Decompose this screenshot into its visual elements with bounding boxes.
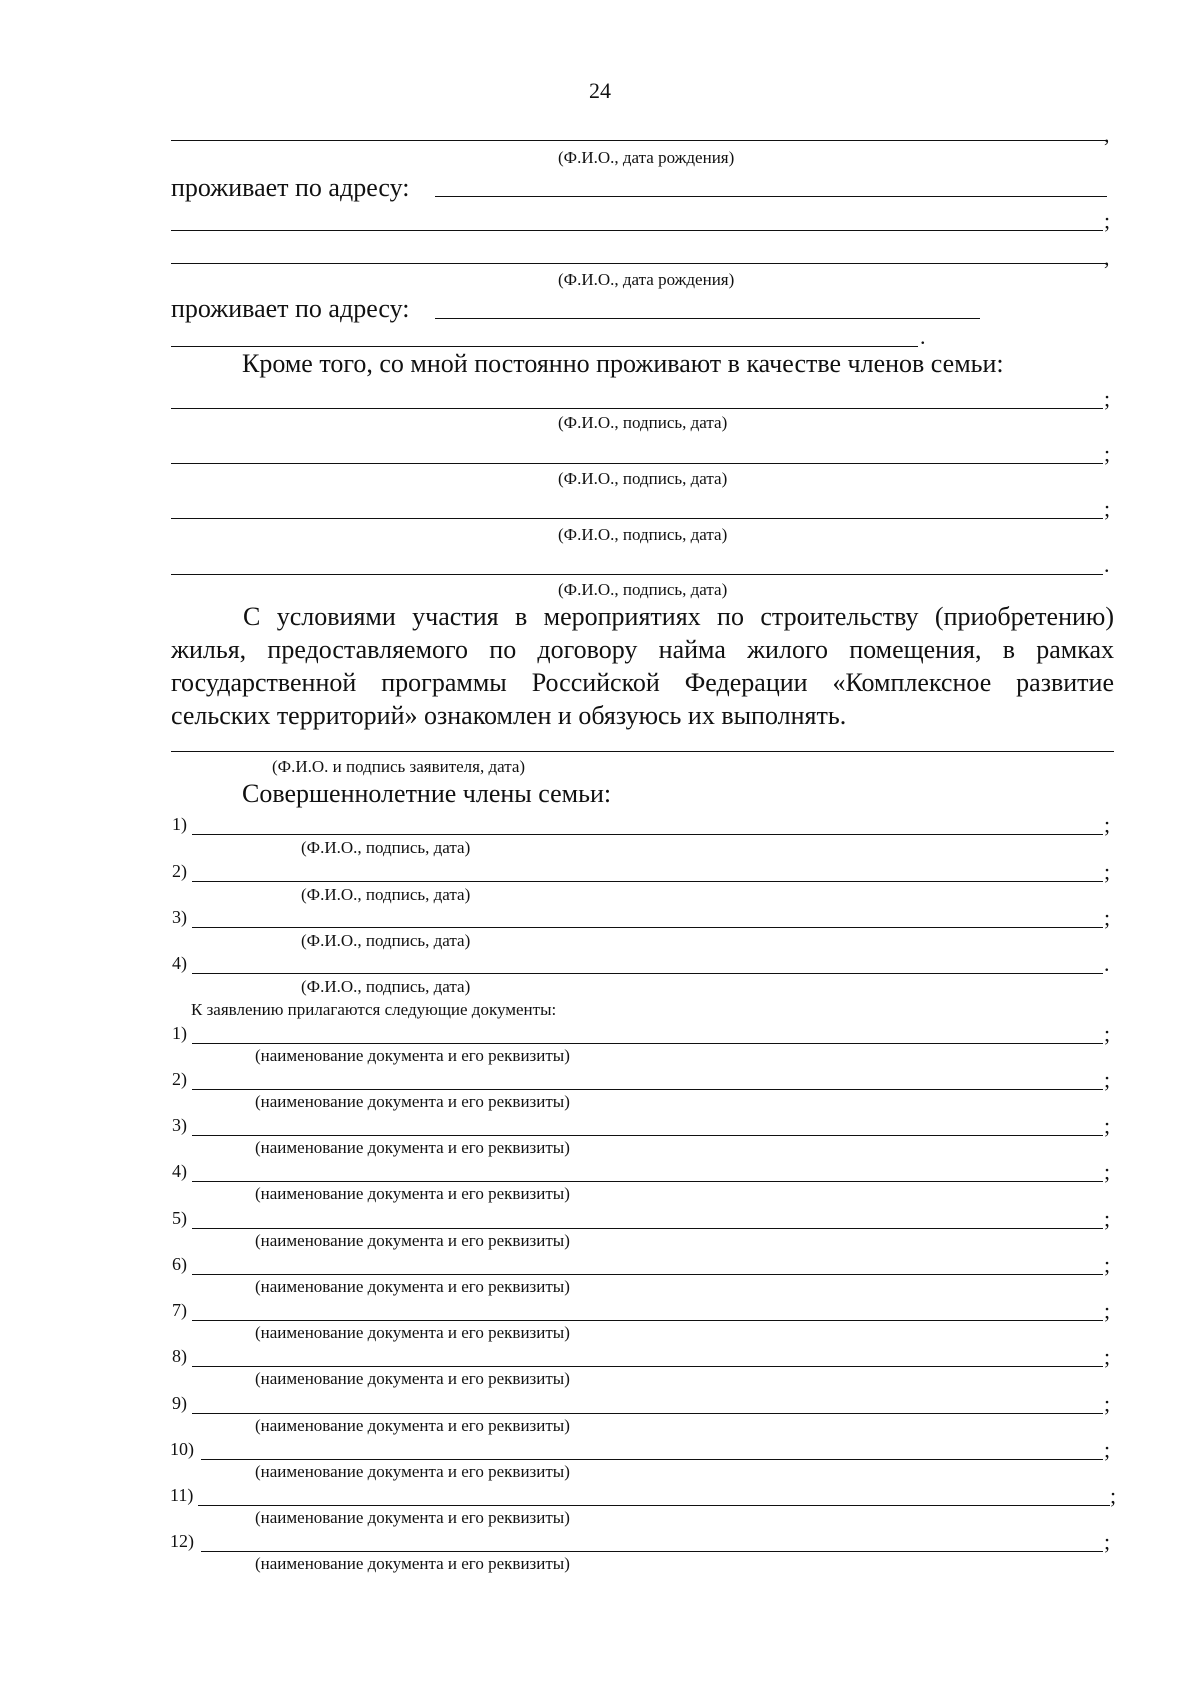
adult-member-3-punct: ; xyxy=(1104,905,1111,930)
document-12-caption: (наименование документа и его реквизиты) xyxy=(255,1554,570,1573)
adult-member-2-line[interactable] xyxy=(192,881,1103,882)
resident-2-caption: (Ф.И.О., дата рождения) xyxy=(558,270,735,289)
resident-2-address-line-1[interactable] xyxy=(435,318,980,319)
document-9-number: 9) xyxy=(172,1393,187,1413)
document-2-punct: ; xyxy=(1104,1067,1111,1092)
document-11-number: 11) xyxy=(170,1485,194,1505)
applicant-caption: (Ф.И.О. и подпись заявителя, дата) xyxy=(272,757,526,776)
document-2-line[interactable] xyxy=(192,1089,1103,1090)
document-5-line[interactable] xyxy=(192,1228,1103,1229)
family-member-2-punct: ; xyxy=(1104,441,1111,466)
family-heading: Кроме того, со мной постоянно проживают в качестве членов семьи: xyxy=(242,349,1004,378)
family-member-3-punct: ; xyxy=(1104,496,1111,521)
document-3-punct: ; xyxy=(1104,1113,1111,1138)
family-member-2-caption: (Ф.И.О., подпись, дата) xyxy=(558,469,728,488)
document-7-punct: ; xyxy=(1104,1298,1111,1323)
document-2-number: 2) xyxy=(172,1069,187,1089)
adult-member-4-line[interactable] xyxy=(192,973,1103,974)
adult-member-1-line[interactable] xyxy=(192,834,1103,835)
document-3-number: 3) xyxy=(172,1115,187,1135)
document-10-number: 10) xyxy=(170,1439,194,1459)
document-4-line[interactable] xyxy=(192,1181,1103,1182)
adult-member-3-line[interactable] xyxy=(192,927,1103,928)
document-5-caption: (наименование документа и его реквизиты) xyxy=(255,1231,570,1250)
document-7-line[interactable] xyxy=(192,1320,1103,1321)
document-8-number: 8) xyxy=(172,1346,187,1366)
adult-member-3-number: 3) xyxy=(172,907,187,927)
document-12-number: 12) xyxy=(170,1531,194,1551)
resident-1-address-label: проживает по адресу: xyxy=(171,173,410,202)
resident-1-caption: (Ф.И.О., дата рождения) xyxy=(558,148,735,167)
document-9-caption: (наименование документа и его реквизиты) xyxy=(255,1416,570,1435)
document-6-punct: ; xyxy=(1104,1252,1111,1277)
resident-1-name-punct: , xyxy=(1104,122,1110,147)
document-1-punct: ; xyxy=(1104,1021,1111,1046)
resident-2-address-punct: . xyxy=(920,324,926,349)
family-member-1-punct: ; xyxy=(1104,386,1111,411)
adult-member-2-number: 2) xyxy=(172,861,187,881)
adult-member-4-caption: (Ф.И.О., подпись, дата) xyxy=(301,977,471,996)
adult-member-1-number: 1) xyxy=(172,814,187,834)
document-8-punct: ; xyxy=(1104,1344,1111,1369)
document-3-line[interactable] xyxy=(192,1135,1103,1136)
family-member-1-line[interactable] xyxy=(171,408,1103,409)
applicant-signature-line[interactable] xyxy=(171,751,1114,752)
document-9-line[interactable] xyxy=(192,1413,1103,1414)
resident-1-address-punct: ; xyxy=(1104,208,1111,233)
adult-member-2-punct: ; xyxy=(1104,859,1111,884)
resident-1-name-line[interactable] xyxy=(171,140,1106,141)
document-4-number: 4) xyxy=(172,1161,187,1181)
document-1-caption: (наименование документа и его реквизиты) xyxy=(255,1046,570,1065)
family-member-3-caption: (Ф.И.О., подпись, дата) xyxy=(558,525,728,544)
family-member-4-line[interactable] xyxy=(171,574,1103,575)
adult-member-4-punct: . xyxy=(1104,951,1110,976)
document-5-number: 5) xyxy=(172,1208,187,1228)
document-2-caption: (наименование документа и его реквизиты) xyxy=(255,1092,570,1111)
document-10-punct: ; xyxy=(1104,1437,1111,1462)
adult-member-1-caption: (Ф.И.О., подпись, дата) xyxy=(301,838,471,857)
agreement-paragraph xyxy=(171,600,1114,732)
document-12-line[interactable] xyxy=(201,1551,1103,1552)
document-3-caption: (наименование документа и его реквизиты) xyxy=(255,1138,570,1157)
resident-2-address-line-2[interactable] xyxy=(171,346,918,347)
resident-2-address-label: проживает по адресу: xyxy=(171,294,410,323)
document-10-caption: (наименование документа и его реквизиты) xyxy=(255,1462,570,1481)
adult-member-2-caption: (Ф.И.О., подпись, дата) xyxy=(301,885,471,904)
document-8-line[interactable] xyxy=(192,1366,1103,1367)
adult-member-3-caption: (Ф.И.О., подпись, дата) xyxy=(301,931,471,950)
document-4-punct: ; xyxy=(1104,1159,1111,1184)
family-member-3-line[interactable] xyxy=(171,518,1103,519)
document-4-caption: (наименование документа и его реквизиты) xyxy=(255,1184,570,1203)
document-12-punct: ; xyxy=(1104,1529,1111,1554)
document-6-caption: (наименование документа и его реквизиты) xyxy=(255,1277,570,1296)
resident-2-name-punct: , xyxy=(1104,245,1110,270)
document-1-number: 1) xyxy=(172,1023,187,1043)
page-number: 24 xyxy=(589,78,611,103)
adult-heading: Совершеннолетние члены семьи: xyxy=(242,779,612,808)
agreement-text: С условиями участия в мероприятиях по строительству (приобретению) жилья, предоставляемого по договору найма жилого помещения, в рамках государственной программы Российской Федерации «Комплексное развитие сельских территорий» ознакомлен и обязуюсь их выполнять. xyxy=(171,602,1114,730)
document-5-punct: ; xyxy=(1104,1206,1111,1231)
family-member-4-caption: (Ф.И.О., подпись, дата) xyxy=(558,580,728,599)
resident-1-address-line-1[interactable] xyxy=(435,196,1107,197)
resident-2-name-line[interactable] xyxy=(171,263,1106,264)
document-8-caption: (наименование документа и его реквизиты) xyxy=(255,1369,570,1388)
document-6-number: 6) xyxy=(172,1254,187,1274)
document-7-number: 7) xyxy=(172,1300,187,1320)
family-member-1-caption: (Ф.И.О., подпись, дата) xyxy=(558,413,728,432)
resident-1-address-line-2[interactable] xyxy=(171,230,1103,231)
document-1-line[interactable] xyxy=(192,1043,1103,1044)
document-7-caption: (наименование документа и его реквизиты) xyxy=(255,1323,570,1342)
document-9-punct: ; xyxy=(1104,1391,1111,1416)
document-10-line[interactable] xyxy=(201,1459,1103,1460)
adult-member-4-number: 4) xyxy=(172,953,187,973)
document-11-caption: (наименование документа и его реквизиты) xyxy=(255,1508,570,1527)
adult-member-1-punct: ; xyxy=(1104,812,1111,837)
document-11-punct: ; xyxy=(1110,1483,1117,1508)
family-member-2-line[interactable] xyxy=(171,463,1103,464)
document-6-line[interactable] xyxy=(192,1274,1103,1275)
document-11-line[interactable] xyxy=(198,1505,1110,1506)
family-member-4-punct: . xyxy=(1104,552,1110,577)
documents-heading: К заявлению прилагаются следующие документы: xyxy=(191,1000,557,1019)
